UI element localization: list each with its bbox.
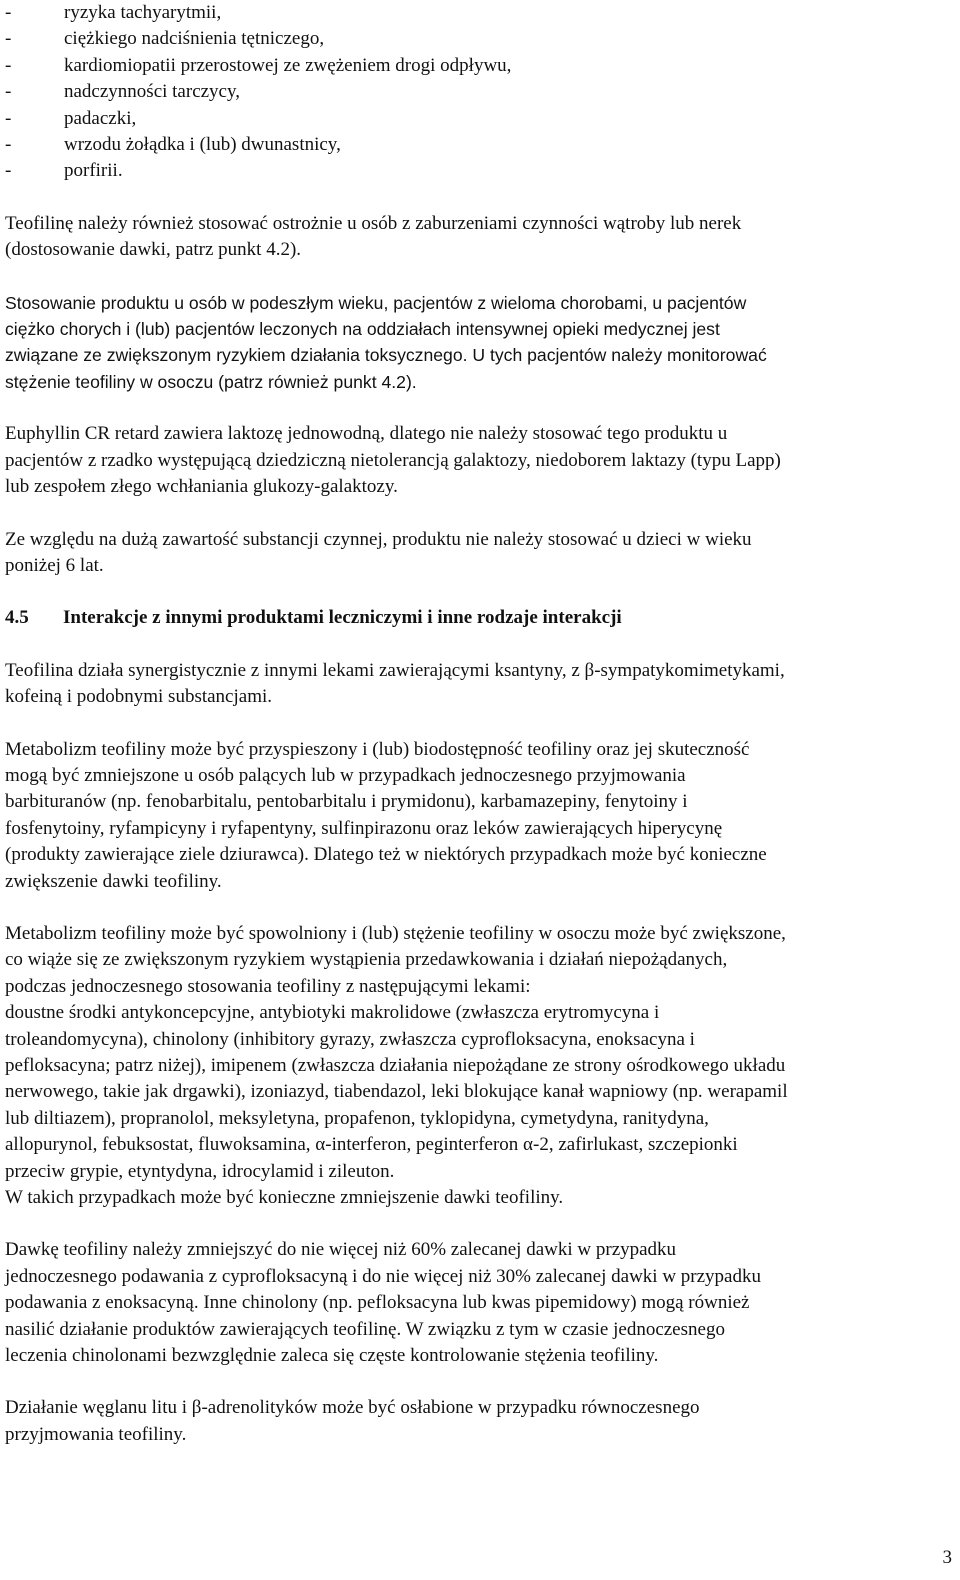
paragraph-slowed-metabolism: Metabolizm teofiliny może być spowolniony i (lub) stężenie teofiliny w osoczu może być zwiększone, co wiąże się ze zwiększonym ryzykiem wystąpienia przedawkowania i działań niepożądanych, podczas jednoczesnego stosowania teofiliny z następującymi lekami: doustne środki antykoncepcyjne, antybiotyki makrolidowe (zwłaszcza erytromycyna i troleandomycyna), chinolony (inhibitory gyrazy, zwłaszcza cyprofloksacyna, enoksacyna i pefloksacyna; patrz niżej), imipenem (zwłaszcza działania niepożądane ze strony ośrodkowego układu nerwowego, takie jak drgawki), izoniazyd, tiabendazol, leki blokujące kanał wapniowy (np. werapamil lub diltiazem), propranolol, meksyletyna, propafenon, tyklopidyna, cymetydyna, ranitydyna, allopurynol, febuksostat, fluwoksamina, α-interferon, peginterferon α-2, zafirlukast, szczepionki przeciw grypie, etyntydyna, idrocylamid i zileuton. W takich przypadkach może być konieczne zmniejszenie dawki teofiliny. (5, 922, 788, 1209)
paragraph-accelerated-metabolism: Metabolizm teofiliny może być przyspieszony i (lub) biodostępność teofiliny oraz jej skuteczność mogą być zmniejszone u osób palących lub w przypadkach jednoczesnego przyjmowania barbituranów (np. fenobarbitalu, pentobarbitalu i prymidonu), karbamazepiny, fenytoiny i fosfenytoiny, ryfampicyny i ryfapentyny, sulfinpirazonu oraz leków zawierających hiperycynę (produkty zawierające ziele dziurawca). Dlatego też w niektórych przypadkach może być konieczne zwiększenie dawki teofiliny. (5, 738, 767, 892)
list-item: - padaczki, (5, 106, 955, 132)
list-marker: - (5, 54, 12, 76)
contraindication-list (5, 0, 955, 185)
list-item: - porfirii. (5, 158, 955, 184)
list-item: - ciężkiego nadciśnienia tętniczego, (5, 26, 955, 52)
list-item: - nadczynności tarczycy, (5, 79, 955, 105)
list-item: - ryzyka tachyarytmii, (5, 0, 955, 26)
list-marker: - (5, 107, 12, 129)
paragraph-dose-reduction: Dawkę teofiliny należy zmniejszyć do nie więcej niż 60% zalecanej dawki w przypadku jednoczesnego podawania z cyprofloksacyną i do nie więcej niż 30% zalecanej dawki w przypadku podawania z enoksacyną. Inne chinolony (np. pefloksacyna lub kwas pipemidowy) mogą również nasilić działanie produktów zawierających teofilinę. W związku z tym w czasie jednoczesnego leczenia chinolonami bezwzględnie zaleca się częste kontrolowanie stężenia teofiliny. (5, 1239, 761, 1367)
list-marker: - (5, 2, 12, 23)
list-marker: - (5, 160, 12, 182)
list-marker: - (5, 81, 12, 103)
section-number: 4.5 (5, 607, 29, 629)
paragraph-children: Ze względu na dużą zawartość substancji czynnej, produktu nie należy stosować u dzieci w wieku poniżej 6 lat. (5, 528, 752, 576)
document-page (5, 0, 955, 1448)
list-marker: - (5, 28, 12, 50)
section-heading (5, 605, 955, 631)
page-number: 3 (942, 1547, 952, 1568)
section-title: Interakcje z innymi produktami leczniczymi i inne rodzaje interakcji (63, 607, 622, 629)
list-item: - wrzodu żołądka i (lub) dwunastnicy, (5, 132, 955, 158)
paragraph-lithium: Działanie węglanu litu i β-adrenolityków może być osłabione w przypadku równoczesnego przyjmowania teofiliny. (5, 1397, 700, 1445)
paragraph-synergy: Teofilina działa synergistycznie z innymi lekami zawierającymi ksantyny, z β-sympatykomimetykami, kofeiną i podobnymi substancjami. (5, 659, 785, 708)
list-item: - kardiomiopatii przerostowej ze zwężeniem drogi odpływu, (5, 53, 955, 79)
paragraph-lactose: Euphyllin CR retard zawiera laktozę jednowodną, dlatego nie należy stosować tego produktu u pacjentów z rzadko występującą dziedziczną nietolerancją galaktozy, niedoborem laktazy (typu Lapp) lub zespołem złego wchłaniania glukozy-galaktozy. (5, 423, 781, 498)
list-marker: - (5, 134, 12, 156)
paragraph-elderly-patients: Stosowanie produktu u osób w podeszłym wieku, pacjentów z wieloma chorobami, u pacjentów ciężko chorych i (lub) pacjentów leczonych na oddziałach intensywnej opieki medycznej jest związane ze zwiększonym ryzykiem działania toksycznego. U tych pacjentów należy monitorować stężenie teofiliny w osoczu (patrz również punkt 4.2). (5, 292, 767, 392)
paragraph-hepatic-renal: Teofilinę należy również stosować ostrożnie u osób z zaburzeniami czynności wątroby lub nerek (dostosowanie dawki, patrz punkt 4.2). (5, 212, 742, 261)
